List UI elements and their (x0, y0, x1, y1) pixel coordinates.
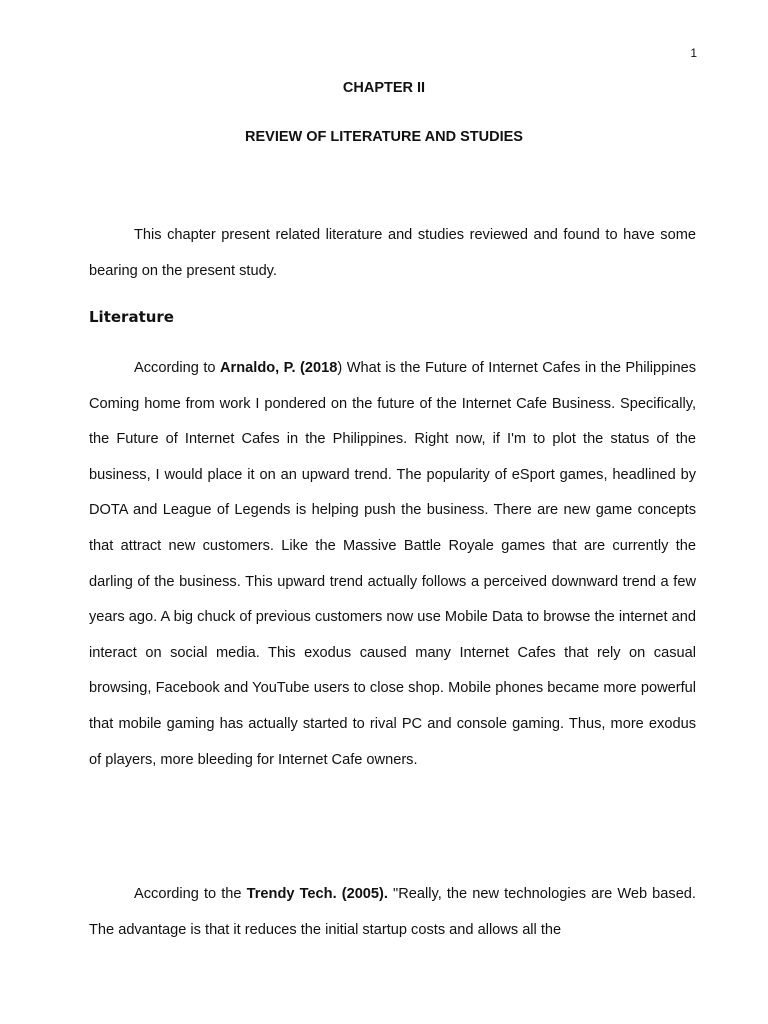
citation-trendy-tech: Trendy Tech. (2005). (246, 886, 388, 902)
paragraph-body: ) What is the Future of Internet Cafes in the Philippines Coming home from work I pondered on the future of the Internet Cafe Business. Specifically, the Future of Internet Cafes in the Philippines. Right now, if I'm to plot the status of the business, I would place it on an upward trend. The popularity of eSport games, headlined by DOTA and League of Legends is helping push the business. There are new game concepts that attract new customers. Like the Massive Battle Royale games that are currently the darling of the business. This upward trend actually follows a perceived downward trend a few years ago. A big chuck of previous customers now use Mobile Data to browse the internet and interact on social media. This exodus caused many Internet Cafes that rely on casual browsing, Facebook and YouTube users to close shop. Mobile phones became more powerful that mobile gaming has actually started to rival PC and console gaming. Thus, more exodus of players, more bleeding for Internet Cafe owners. (89, 360, 696, 768)
page-number: 1 (690, 46, 697, 60)
chapter-heading: CHAPTER II (342, 80, 426, 96)
literature-paragraph-trendy-tech (89, 877, 696, 948)
paragraph-lead: According to the (134, 886, 247, 902)
paragraph-lead: According to (134, 360, 221, 376)
citation-arnaldo: Arnaldo, P. (2018 (220, 360, 338, 376)
intro-paragraph (89, 218, 696, 289)
section-heading-literature: Literature (89, 308, 174, 326)
literature-paragraph-arnaldo (89, 351, 696, 778)
paragraph-body: "Really, the new technologies are Web based. The advantage is that it reduces the initial startup costs and allows all the (89, 886, 696, 938)
chapter-title: REVIEW OF LITERATURE AND STUDIES (245, 129, 523, 145)
intro-text: This chapter present related literature and studies reviewed and found to have some bearing on the present study. (89, 227, 696, 279)
